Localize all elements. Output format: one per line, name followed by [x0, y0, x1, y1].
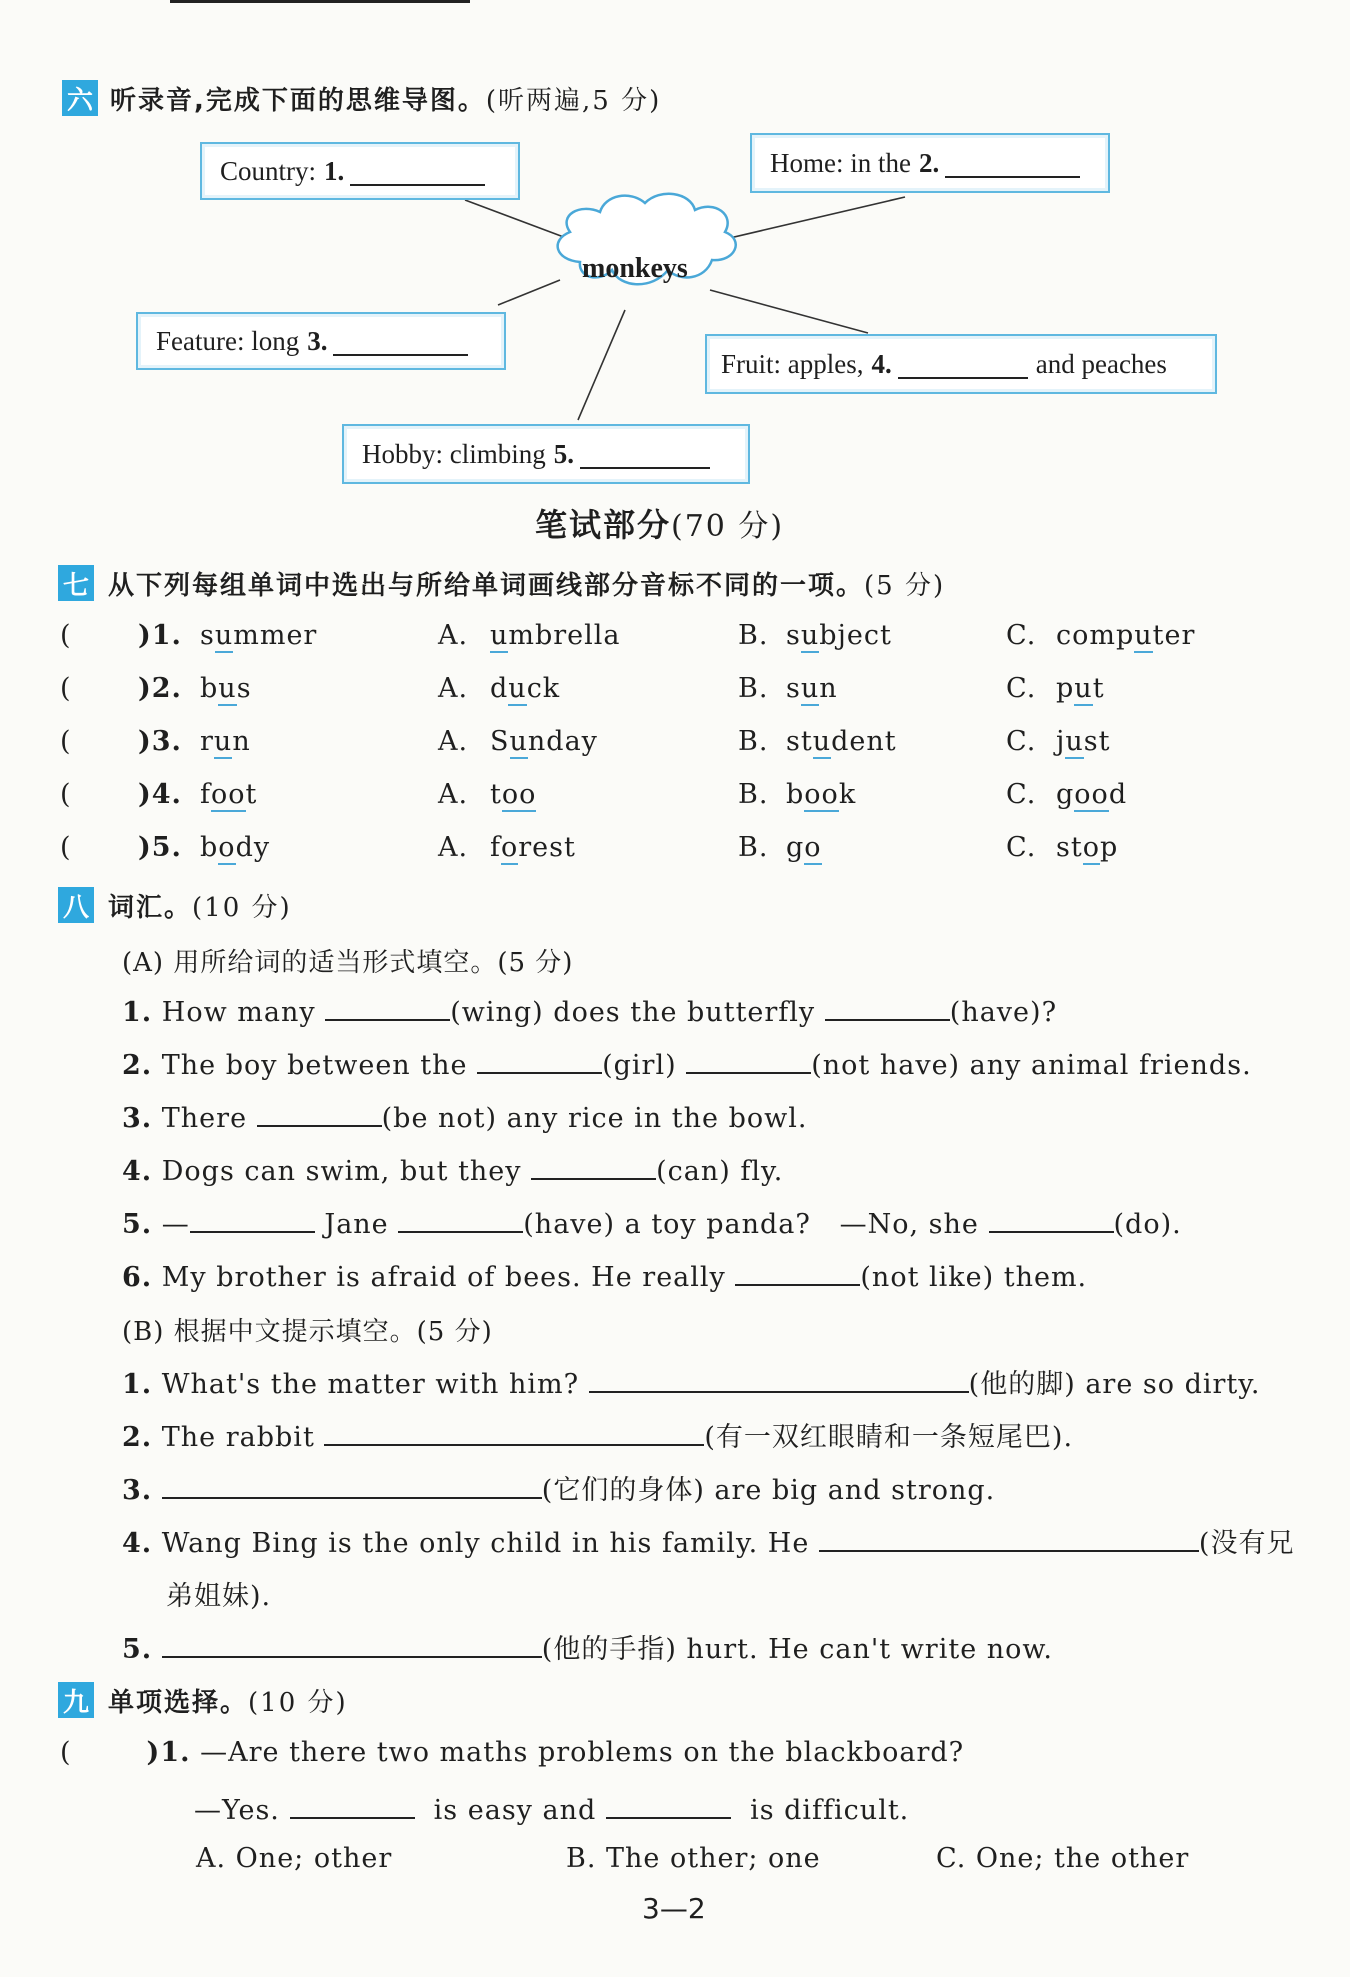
word-part: rest — [518, 832, 576, 863]
answer-paren[interactable]: ( — [60, 779, 72, 810]
underlined-letters: u — [1134, 620, 1153, 651]
question-text: (not like) them. — [860, 1262, 1088, 1293]
question-number: )1. — [146, 1737, 191, 1768]
option-b-word — [786, 832, 822, 863]
vocab-a-2 — [122, 1045, 1252, 1081]
question-number: )4. — [138, 779, 182, 810]
question-text: —Yes. — [194, 1795, 280, 1826]
vocab-a-5 — [122, 1204, 1182, 1240]
answer-blank[interactable] — [257, 1098, 382, 1127]
option-c-word — [1056, 726, 1110, 757]
option-b-word — [786, 673, 838, 704]
section-8-badge: 八 — [58, 887, 94, 923]
word-part: p — [1099, 832, 1119, 863]
section-8-points: (10 分) — [192, 893, 292, 923]
question-number: 5. — [122, 1634, 153, 1665]
question-text: Jane — [324, 1209, 389, 1240]
option-b-word — [786, 620, 892, 651]
word-part: b — [200, 673, 219, 704]
question-text: (没有兄 — [1198, 1528, 1295, 1559]
underlined-letters: u — [490, 620, 509, 651]
question-text: (be not) any rice in the bowl. — [381, 1103, 808, 1134]
vocab-b-4 — [122, 1521, 1294, 1560]
answer-blank[interactable] — [290, 1790, 415, 1819]
fruit-tail: and peaches — [1035, 348, 1167, 379]
given-word — [200, 832, 270, 863]
option-a-label[interactable]: A. — [438, 620, 469, 651]
answer-blank[interactable] — [589, 1364, 969, 1393]
part-a-instruction: (A) 用所给词的适当形式填空。(5 分) — [122, 948, 574, 978]
feature-blank[interactable] — [333, 327, 468, 356]
underlined-letters: u — [214, 620, 234, 651]
choice-1-line-2 — [194, 1790, 909, 1826]
question-text: (girl) — [602, 1050, 677, 1081]
answer-paren[interactable]: ( — [60, 832, 72, 863]
underlined-letters: o — [804, 832, 822, 863]
section-9-badge: 九 — [58, 1682, 94, 1718]
question-text: How many — [161, 997, 316, 1028]
word-part: n — [819, 673, 838, 704]
underlined-letters: o — [501, 832, 519, 863]
word-part: s — [786, 673, 801, 704]
question-number: 4. — [122, 1528, 153, 1559]
choice-1-option-c[interactable]: C. One; the other — [936, 1843, 1190, 1874]
home-label: Home: in the — [770, 147, 911, 178]
option-b-word — [786, 779, 856, 810]
option-a-word — [490, 620, 621, 651]
given-word — [200, 726, 251, 757]
question-text: My brother is afraid of bees. He really — [161, 1262, 726, 1293]
answer-paren[interactable]: ( — [60, 1737, 72, 1768]
option-b-label[interactable]: B. — [738, 832, 769, 863]
word-part: n — [232, 726, 251, 757]
vocab-b-1 — [122, 1362, 1261, 1401]
answer-blank[interactable] — [735, 1257, 860, 1286]
option-b-label[interactable]: B. — [738, 726, 769, 757]
page-number: 3—2 — [642, 1892, 706, 1925]
question-number: 3. — [122, 1475, 153, 1506]
question-number: 6. — [122, 1262, 153, 1293]
option-c-label[interactable]: C. — [1006, 832, 1037, 863]
question-text: (have) a toy panda? — [523, 1209, 811, 1240]
question-number: 3. — [122, 1103, 153, 1134]
word-part: s — [786, 620, 801, 651]
hobby-blank[interactable] — [580, 440, 710, 469]
word-part: k — [838, 779, 857, 810]
question-number: 2. — [122, 1422, 153, 1453]
mind-map-center: monkeys — [582, 253, 688, 284]
option-b-word — [786, 726, 897, 757]
underlined-letters: oo — [804, 779, 839, 810]
written-part-title — [535, 500, 784, 546]
question-number: )5. — [138, 832, 182, 863]
option-a-word — [490, 726, 598, 757]
word-part: ter — [1152, 620, 1196, 651]
question-number: 4. — [122, 1156, 153, 1187]
word-part: f — [200, 779, 211, 810]
word-part: dent — [831, 726, 897, 757]
answer-blank[interactable] — [606, 1790, 731, 1819]
option-b-label[interactable]: B. — [738, 779, 769, 810]
section-6-points: (听两遍,5 分) — [485, 86, 662, 116]
underlined-letters: oo — [211, 779, 246, 810]
answer-blank[interactable] — [162, 1470, 542, 1499]
word-part: st — [1083, 726, 1111, 757]
answer-blank[interactable] — [989, 1204, 1114, 1233]
word-part: b — [786, 779, 805, 810]
word-part: d — [490, 673, 509, 704]
word-part: s — [236, 673, 252, 704]
country-blank[interactable] — [350, 157, 485, 186]
option-a-word — [490, 673, 560, 704]
answer-paren[interactable]: ( — [60, 673, 72, 704]
word-part: mbrella — [508, 620, 621, 651]
question-text: (他的手指) hurt. He can't write now. — [541, 1634, 1053, 1665]
question-text: What's the matter with him? — [161, 1369, 580, 1400]
option-a-label[interactable]: A. — [438, 726, 469, 757]
vocab-b-5 — [122, 1627, 1053, 1666]
question-text: The rabbit — [161, 1422, 315, 1453]
answer-blank[interactable] — [825, 992, 950, 1021]
word-part: st — [786, 726, 813, 757]
choice-1-stem — [60, 1737, 964, 1768]
question-text: Wang Bing is the only child in his family. He — [161, 1528, 810, 1559]
vocab-a-4 — [122, 1151, 783, 1187]
underlined-letters: u — [800, 673, 820, 704]
underlined-letters: u — [509, 726, 528, 757]
underlined-letters: u — [218, 673, 237, 704]
word-part: st — [1056, 832, 1083, 863]
section-8-title — [108, 887, 292, 924]
word-part: b — [200, 832, 219, 863]
section-7-points: (5 分) — [864, 571, 946, 601]
question-number: )3. — [138, 726, 182, 757]
home-num: 2. — [918, 147, 940, 178]
vocab-b-4-continued — [166, 1574, 271, 1613]
answer-blank[interactable] — [477, 1045, 602, 1074]
option-c-label[interactable]: C. — [1006, 620, 1037, 651]
answer-blank[interactable] — [398, 1204, 523, 1233]
answer-blank[interactable] — [162, 1629, 542, 1658]
question-number: )2. — [138, 673, 182, 704]
word-part: mmer — [233, 620, 318, 651]
question-text: (wing) does the butterfly — [450, 997, 816, 1028]
written-points: (70 分) — [671, 509, 785, 544]
question-text: There — [161, 1103, 248, 1134]
box-hobby — [342, 424, 750, 484]
question-text: (它们的身体) are big and strong. — [541, 1475, 996, 1506]
word-part: dy — [235, 832, 271, 863]
section-8-title-text: 词汇。 — [108, 893, 193, 923]
answer-blank[interactable] — [190, 1204, 315, 1233]
box-feature — [136, 312, 506, 370]
box-fruit — [705, 334, 1217, 394]
fruit-label: Fruit: apples, — [721, 348, 864, 379]
section-7-title-text: 从下列每组单词中选出与所给单词画线部分音标不同的一项。 — [108, 571, 865, 601]
option-a-word — [490, 832, 576, 863]
word-part: t — [490, 779, 502, 810]
option-a-label[interactable]: A. — [438, 779, 469, 810]
underlined-letters: o — [218, 832, 236, 863]
section-9-title — [108, 1682, 348, 1719]
fruit-num: 4. — [871, 348, 892, 379]
option-c-word — [1056, 673, 1105, 704]
fruit-blank[interactable] — [898, 350, 1028, 379]
word-part: g — [786, 832, 805, 863]
vocab-a-6 — [122, 1257, 1087, 1293]
word-part: g — [1056, 779, 1075, 810]
word-part: r — [200, 726, 214, 757]
answer-paren[interactable]: ( — [60, 620, 72, 651]
given-word — [200, 673, 252, 704]
question-text: (有一双红眼睛和一条短尾巴). — [704, 1422, 1074, 1453]
answer-blank[interactable] — [686, 1045, 811, 1074]
option-c-word — [1056, 620, 1195, 651]
box-country — [200, 142, 520, 200]
word-part: comp — [1056, 620, 1135, 651]
word-part: j — [1056, 726, 1066, 757]
option-c-word — [1056, 779, 1127, 810]
underlined-letters: o — [1082, 832, 1100, 863]
home-blank[interactable] — [945, 149, 1080, 178]
option-a-label[interactable]: A. — [438, 673, 469, 704]
underlined-letters: u — [508, 673, 527, 704]
word-part: t — [245, 779, 258, 810]
country-num: 1. — [324, 155, 345, 186]
question-number: 5. — [122, 1209, 153, 1240]
option-c-label[interactable]: C. — [1006, 726, 1037, 757]
part-b-instruction: (B) 根据中文提示填空。(5 分) — [122, 1317, 493, 1347]
hobby-label: Hobby: climbing — [362, 438, 546, 469]
question-text: (have)? — [949, 997, 1058, 1028]
question-number: )1. — [138, 620, 182, 651]
section-6-badge: 六 — [62, 80, 98, 116]
underlined-letters: oo — [501, 779, 537, 810]
section-7-title — [108, 565, 945, 602]
question-text: (can) fly. — [656, 1156, 784, 1187]
question-text: is easy and — [433, 1795, 597, 1826]
word-part: bject — [819, 620, 892, 651]
vocab-a-1 — [122, 992, 1057, 1028]
underlined-letters: u — [812, 726, 832, 757]
choice-1-option-b[interactable]: B. The other; one — [566, 1843, 821, 1874]
underlined-letters: oo — [1074, 779, 1109, 810]
question-text: — — [161, 1209, 190, 1240]
word-part: d — [1108, 779, 1128, 810]
section-9-title-text: 单项选择。 — [108, 1688, 249, 1718]
underlined-letters: u — [800, 620, 820, 651]
given-word — [200, 779, 257, 810]
box-home — [750, 133, 1110, 193]
question-text: The boy between the — [161, 1050, 468, 1081]
option-c-label[interactable]: C. — [1006, 779, 1037, 810]
question-number: 2. — [122, 1050, 153, 1081]
vocab-b-2 — [122, 1415, 1073, 1454]
written-title-text: 笔试部分 — [535, 506, 672, 544]
question-text: Dogs can swim, but they — [161, 1156, 522, 1187]
question-text: (do). — [1113, 1209, 1182, 1240]
choice-1-option-a[interactable]: A. One; other — [196, 1843, 393, 1874]
option-c-label[interactable]: C. — [1006, 673, 1037, 704]
feature-num: 3. — [307, 325, 328, 356]
word-part: t — [1092, 673, 1105, 704]
option-a-word — [490, 779, 536, 810]
underlined-letters: u — [213, 726, 233, 757]
vocab-a-3 — [122, 1098, 807, 1134]
section-7-badge: 七 — [58, 565, 94, 601]
answer-blank[interactable] — [325, 992, 450, 1021]
question-number: 1. — [122, 997, 153, 1028]
option-b-label[interactable]: B. — [738, 620, 769, 651]
answer-blank[interactable] — [531, 1151, 656, 1180]
question-number: 1. — [122, 1369, 153, 1400]
question-text: (他的脚) are so dirty. — [968, 1369, 1261, 1400]
answer-paren[interactable]: ( — [60, 726, 72, 757]
word-part: nday — [527, 726, 598, 757]
vocab-b-3 — [122, 1468, 995, 1507]
question-text: 弟姐妹). — [166, 1581, 272, 1612]
question-text: —Are there two maths problems on the blackboard? — [200, 1737, 965, 1768]
section-9-points: (10 分) — [248, 1688, 348, 1718]
answer-blank[interactable] — [324, 1417, 704, 1446]
option-b-label[interactable]: B. — [738, 673, 769, 704]
word-part: s — [200, 620, 215, 651]
question-text: —No, she — [839, 1209, 979, 1240]
option-c-word — [1056, 832, 1118, 863]
question-text: is difficult. — [750, 1795, 910, 1826]
feature-label: Feature: long — [156, 325, 300, 356]
word-part: f — [490, 832, 501, 863]
given-word — [200, 620, 317, 651]
underlined-letters: u — [1074, 673, 1093, 704]
section-6-title-text: 听录音,完成下面的思维导图。 — [110, 86, 486, 116]
question-text: (not have) any animal friends. — [811, 1050, 1252, 1081]
hobby-num: 5. — [553, 438, 574, 469]
underlined-letters: u — [1065, 726, 1084, 757]
word-part: ck — [526, 673, 561, 704]
answer-blank[interactable] — [819, 1523, 1199, 1552]
word-part: S — [490, 726, 510, 757]
country-label: Country: — [220, 155, 317, 186]
option-a-label[interactable]: A. — [438, 832, 469, 863]
word-part: p — [1056, 673, 1075, 704]
